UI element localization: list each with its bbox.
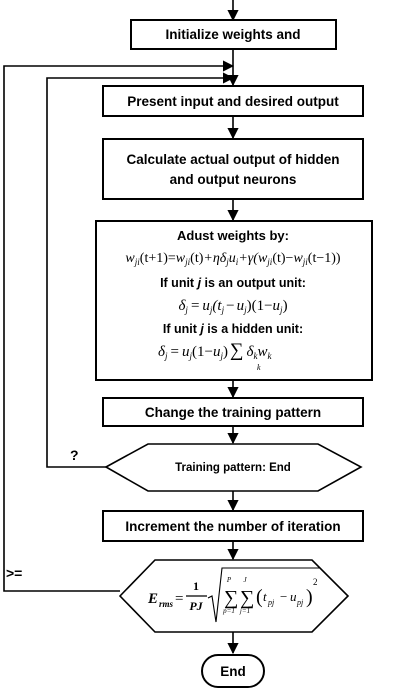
calculate-label-line2: and output neurons: [169, 172, 297, 187]
edge-label-gte: >=: [6, 565, 23, 581]
svg-text:1: 1: [193, 579, 199, 593]
svg-text:t: t: [263, 589, 267, 604]
svg-text:−: −: [280, 589, 288, 604]
end-label: End: [220, 664, 246, 679]
svg-text:∑: ∑: [224, 587, 239, 609]
svg-text:k: k: [257, 363, 261, 372]
svg-text:pj: pj: [297, 598, 304, 607]
hidden-unit-condition: If unit j is a hidden unit:: [162, 322, 304, 336]
training-end-decision: [106, 444, 361, 491]
adjust-title: Adust weights by:: [177, 228, 289, 243]
increment-box: [103, 511, 363, 541]
increment-label: Increment the number of iteration: [125, 519, 341, 534]
svg-text:(: (: [256, 586, 263, 608]
svg-text:PJ: PJ: [189, 599, 203, 613]
calculate-label-line1: Calculate actual output of hidden: [126, 152, 340, 167]
svg-text:∑: ∑: [240, 587, 255, 609]
svg-text:E: E: [148, 591, 159, 607]
output-unit-condition: If unit j is an output unit:: [160, 276, 306, 290]
svg-text:u: u: [290, 589, 297, 604]
change-pattern-label: Change the training pattern: [144, 405, 322, 420]
adjust-weights-box: [96, 221, 372, 380]
delta-output-formula: $\delta_j = u_j(t_j - u_j)(1-u_j)$: [178, 298, 288, 315]
present-label: Present input and desired output: [127, 94, 339, 109]
weight-update-formula: $w_{ji}(t+1)=w_{ji}(t)+\eta\delta_ju_i+\gamma(w_{ji}(t)-w_{ji}(t-1))$: [125, 251, 341, 267]
svg-text:2: 2: [313, 577, 318, 587]
svg-text:j=1: j=1: [239, 607, 251, 615]
svg-text:=: =: [175, 591, 184, 607]
svg-text:rms: rms: [159, 599, 174, 609]
initialize-box: [131, 20, 336, 49]
present-box: [103, 86, 363, 116]
svg-text:): ): [306, 586, 313, 608]
rms-decision: [120, 560, 348, 632]
svg-text:P: P: [226, 576, 232, 584]
training-end-label: Training pattern: End: [175, 462, 291, 474]
calculate-box: [103, 139, 363, 199]
svg-text:pj: pj: [268, 598, 275, 607]
change-pattern-box: [103, 398, 363, 426]
edge-label-question: ?: [70, 447, 79, 463]
svg-text:p=1: p=1: [223, 607, 235, 615]
svg-text:J: J: [243, 576, 247, 584]
svg-text:δj=uj(1−uj)∑δkwk: $\delta_j = u_j(1-u_j)$ ∑ $\delta_kw_k$: [158, 340, 272, 361]
end-terminator: [202, 655, 264, 687]
initialize-label: Initialize weights and: [165, 27, 301, 42]
